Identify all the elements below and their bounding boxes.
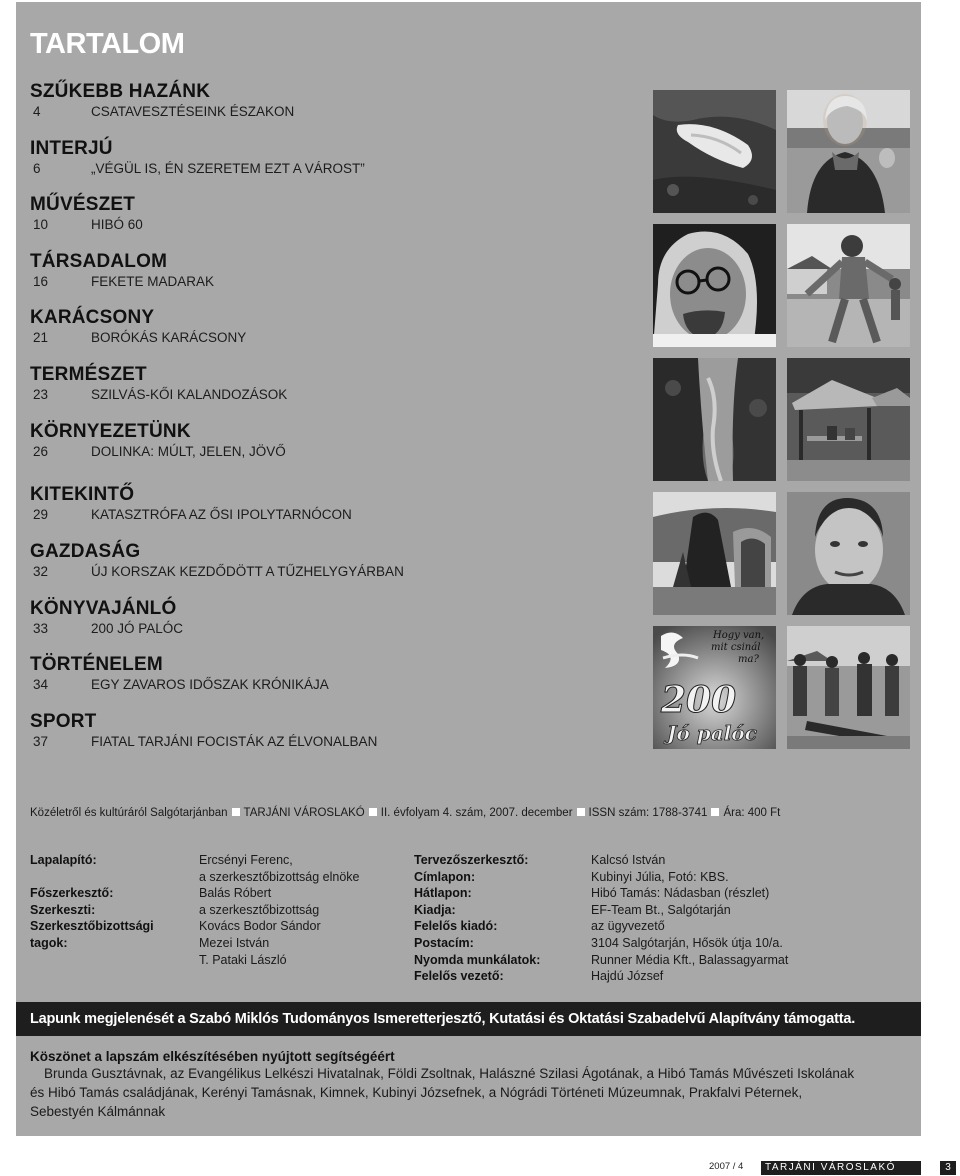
square-bullet-icon [711,808,719,816]
staff-label: Címlapon: [414,869,476,884]
footer-issue: 2007 / 4 [709,1161,744,1172]
staff-label: Szerkesztőbizottsági [30,919,154,934]
info-tagline: Közéletről és kultúráról Salgótarjánban [30,807,228,819]
article-title: ÚJ KORSZAK KEZDŐDÖTT A TŰZHELYGYÁRBAN [91,564,404,579]
staff-value: T. Pataki László [199,952,287,967]
section-heading: KÖRNYEZETÜNK [30,421,191,442]
footer-magazine-name: TARJÁNI VÁROSLAKÓ [761,1161,921,1175]
toc-entry[interactable] [30,506,630,524]
section-heading: SPORT [30,711,97,732]
staff-value: Hibó Tamás: Nádasban (részlet) [591,886,770,901]
article-title: HIBÓ 60 [91,217,143,232]
acknowledgements-title: Köszönet a lapszám elkészítésében nyújtott segítségéért [30,1049,395,1064]
page-title: TARTALOM [30,28,185,60]
photo-man-with-glasses[interactable] [653,224,776,347]
toc-entry[interactable] [30,103,630,121]
page-number: 26 [33,444,49,459]
photo-man-portrait[interactable] [787,492,910,615]
toc-entry[interactable] [30,160,630,178]
acknowledgements-body [30,1064,910,1121]
page-number: 4 [33,104,41,119]
staff-right-values [591,852,788,985]
staff-value: Ercsényi Ferenc, [199,853,293,867]
section-heading: KITEKINTŐ [30,484,135,505]
acknowledgements-line: és Hibó Tamás családjának, Kerényi Tamásnak, Kimnek, Kubinyi Józsefnek, a Nógrádi Történeti Múzeumnak, Prakfalvi Péternek, [30,1085,803,1100]
page-number: 6 [33,161,41,176]
toc-section [30,599,630,638]
section-heading: TÁRSADALOM [30,251,168,272]
article-title: DOLINKA: MÚLT, JELEN, JÖVŐ [91,444,286,459]
article-title: BORÓKÁS KARÁCSONY [91,330,247,345]
publication-info [30,807,780,819]
staff-value: 3104 Salgótarján, Hősök útja 10/a. [591,935,783,950]
article-title: SZILVÁS-KŐI KALANDOZÁSOK [91,387,288,402]
cover-line-1: Hogy van, [713,630,765,641]
staff-value: a szerkesztőbizottság [199,902,320,917]
article-title: 200 JÓ PALÓC [91,621,184,636]
page-number: 32 [33,564,49,579]
toc-section [30,82,630,121]
staff-label: tagok: [30,935,68,950]
photo-book-cover[interactable] [653,626,776,749]
page-number: 10 [33,217,49,232]
info-volume: II. évfolyam 4. szám, 2007. december [380,807,573,819]
staff-value: Mezei István [199,935,270,950]
photo-wooden-shelter[interactable] [787,358,910,481]
staff-value: Kovács Bodor Sándor [199,919,321,934]
staff-value: Kubinyi Júlia, Fotó: KBS. [591,869,729,884]
square-bullet-icon [232,808,240,816]
staff-left-values [199,852,360,968]
photo-smiling-woman[interactable] [787,90,910,213]
staff-label: Lapalapító: [30,853,97,867]
toc-entry[interactable] [30,676,630,694]
cover-number: 200 [661,679,737,721]
page-number: 33 [33,621,49,636]
acknowledgements-line: Brunda Gusztávnak, az Evangélikus Lelkészi Hivatalnak, Földi Zsoltnak, Halászné Szilasi Ágotának, a Hibó Tamás Művészeti Iskolának [44,1066,855,1081]
cover-line-3: ma? [738,654,759,665]
toc-entry[interactable] [30,329,630,347]
page-number: 23 [33,387,49,402]
staff-label: Szerkeszti: [30,902,96,917]
photo-running-boy[interactable] [787,224,910,347]
square-bullet-icon [369,808,377,816]
toc-section [30,139,630,178]
staff-value: Balás Róbert [199,886,272,901]
square-bullet-icon [577,808,585,816]
staff-label: Tervezőszerkesztő: [414,853,529,867]
staff-value: a szerkesztőbizottság elnöke [199,869,360,884]
staff-label: Felelős vezető: [414,969,504,984]
staff-value: EF-Team Bt., Salgótarján [591,902,731,917]
acknowledgements [30,1049,910,1121]
toc-entry[interactable] [30,733,630,751]
staff-label: Főszerkesztő: [30,886,114,901]
section-heading: TÖRTÉNELEM [30,654,163,675]
staff-value: az ügyvezető [591,919,665,934]
page-number: 16 [33,274,49,289]
toc-entry[interactable] [30,443,630,461]
section-heading: SZŰKEBB HAZÁNK [30,81,211,102]
toc-section [30,542,630,581]
photo-stone-monument[interactable] [653,492,776,615]
toc-entry[interactable] [30,620,630,638]
toc-section [30,712,630,751]
section-heading: MŰVÉSZET [30,194,136,215]
acknowledgements-line: Sebestyén Kálmánnak [30,1104,166,1119]
staff-label: Nyomda munkálatok: [414,952,541,967]
toc-section [30,422,630,461]
staff-label: Postacím: [414,935,474,950]
staff-label: Hátlapon: [414,886,472,901]
section-heading: KÖNYVAJÁNLÓ [30,598,177,619]
toc-section [30,655,630,694]
toc-entry[interactable] [30,216,630,234]
page-number: 37 [33,734,49,749]
staff-label [30,869,154,886]
info-magazine-name: TARJÁNI VÁROSLAKÓ [243,807,365,819]
section-heading: TERMÉSZET [30,364,147,385]
section-heading: INTERJÚ [30,138,113,159]
toc-section [30,308,630,347]
info-price: Ára: 400 Ft [723,807,781,819]
staff-label: Felelős kiadó: [414,919,498,934]
page-sheet [16,2,921,1136]
toc-entry[interactable] [30,386,630,404]
cover-line-2: mit csinál [711,642,761,653]
staff-left-labels [30,852,154,952]
staff-right-labels [414,852,540,985]
section-heading: KARÁCSONY [30,307,155,328]
photo-grid [653,90,911,750]
staff-value: Runner Média Kft., Balassagyarmat [591,952,789,967]
article-title: „VÉGÜL IS, ÉN SZERETEM EZT A VÁROST” [91,161,365,176]
article-title: CSATAVESZTÉSEINK ÉSZAKON [91,104,295,119]
toc-entry[interactable] [30,273,630,291]
staff-value: Kalcsó István [591,853,666,867]
footer-page-number: 3 [940,1161,956,1175]
toc-section [30,365,630,404]
article-title: EGY ZAVAROS IDŐSZAK KRÓNIKÁJA [91,677,329,692]
toc-entry[interactable] [30,563,630,581]
page-number: 29 [33,507,49,522]
toc-section [30,195,630,234]
info-issn: ISSN szám: 1788-3741 [588,807,708,819]
sponsor-text: Lapunk megjelenését a Szabó Miklós Tudományos Ismeretterjesztő, Kutatási és Oktatási Szabadelvű Alapítvány támogatta. [30,1011,856,1027]
photo-rock-fissure[interactable] [653,90,776,213]
photo-soldiers[interactable] [787,626,910,749]
staff-label: Kiadja: [414,902,456,917]
cover-caption: Jó palóc [667,721,757,745]
page-number: 34 [33,677,49,692]
article-title: KATASZTRÓFA AZ ŐSI IPOLYTARNÓCON [91,507,352,522]
page-number: 21 [33,330,49,345]
staff-value: Hajdú József [591,969,664,984]
toc-section [30,485,630,524]
section-heading: GAZDASÁG [30,541,141,562]
article-title: FIATAL TARJÁNI FOCISTÁK AZ ÉLVONALBAN [91,734,378,749]
sponsor-banner [16,1002,921,1036]
article-title: FEKETE MADARAK [91,274,215,289]
toc-section [30,252,630,291]
photo-rock-gorge[interactable] [653,358,776,481]
